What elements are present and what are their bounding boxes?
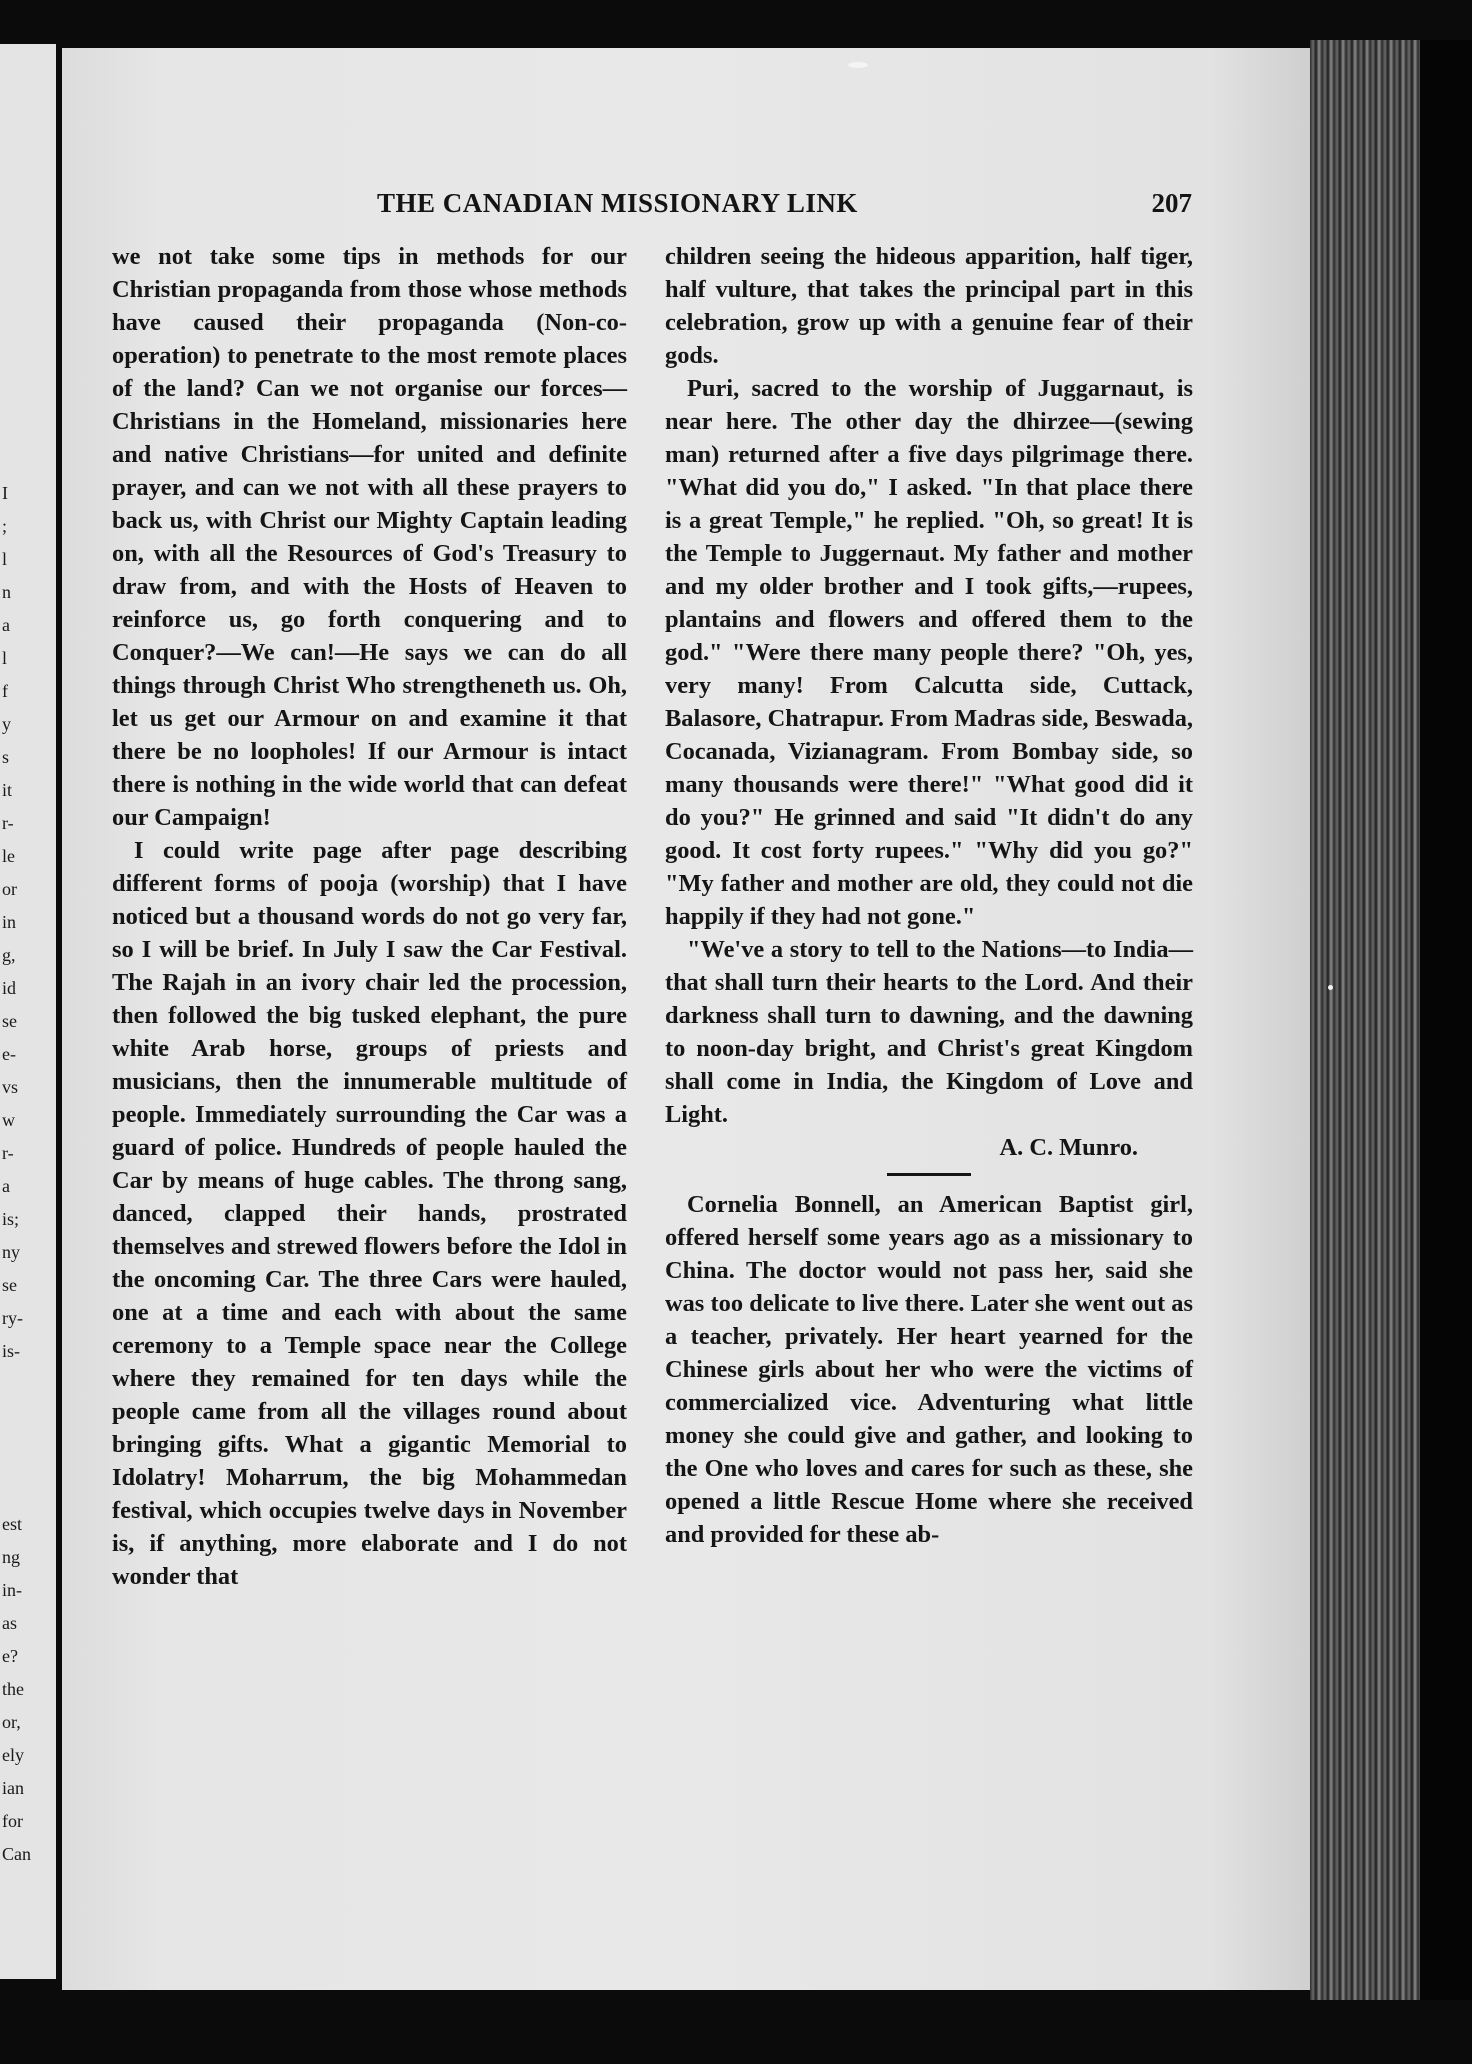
facing-page-fragment: ;	[2, 516, 8, 536]
facing-page-fragment: ely	[2, 1745, 24, 1765]
facing-page-fragment: for	[2, 1811, 23, 1831]
facing-page-fragment: ian	[2, 1778, 24, 1798]
facing-page-fragment: r-	[2, 813, 14, 833]
left-column	[112, 240, 627, 1593]
page-number: 207	[1151, 188, 1192, 218]
facing-page-fragment: is-	[2, 1341, 20, 1361]
facing-page-fragment: a	[2, 1176, 10, 1196]
journal-title: THE CANADIAN MISSIONARY LINK	[377, 188, 858, 218]
right-column	[665, 240, 1193, 1551]
right-paragraph-3: "We've a story to tell to the Nations—to India—that shall turn their hearts to the Lord. And their darkness shall turn to dawning, and the dawning to noon-day bright, and Christ's great Kingdom shall come in India, the Kingdom of Love and Light.	[665, 936, 1193, 1128]
facing-page-fragment: f	[2, 681, 8, 701]
running-header	[112, 188, 1192, 224]
facing-page-fragment: ry-	[2, 1308, 23, 1328]
facing-page-fragment: e-	[2, 1044, 16, 1064]
book-shadow	[1420, 40, 1472, 2000]
facing-page-fragment: a	[2, 615, 10, 635]
facing-page-fragment: in	[2, 912, 17, 932]
right-paragraph-4: Cornelia Bonnell, an American Baptist girl, offered herself some years ago as a missionary to China. The doctor would not pass her, said she was too delicate to live there. Later she went out as a teacher, privately. Her heart yearned for the Chinese girls about her who were the victims of commercialized vice. Adventuring what little money she could give and gather, and looking to the One who loves and cares for such as these, she opened a little Rescue Home where she received and provided for these ab-	[665, 1191, 1193, 1548]
facing-page-fragment: it	[2, 780, 13, 800]
left-paragraph-1: we not take some tips in methods for our Christian propaganda from those whose methods have caused their propaganda (Non-co-operation) to penetrate to the most remote places of the land? Can we not organise our forces—Christians in the Homeland, missionaries here and native Christians—for united and definite prayer, and can we not with all these prayers to back us, with Christ our Mighty Captain leading on, with all the Resources of God's Treasury to draw from, and with the Hosts of Heaven to reinforce us, go forth conquering and to Conquer?—We can!—He says we can do all things through Christ Who strengtheneth us. Oh, let us get our Armour on and examine it that there be no loopholes! If our Armour is intact there is nothing in the wide world that can defeat our Campaign!	[112, 243, 627, 831]
facing-page-fragment: or	[2, 879, 17, 899]
facing-page-fragment: est	[2, 1514, 22, 1534]
paper-speck	[1328, 985, 1333, 990]
facing-page-fragment: l	[2, 549, 8, 569]
facing-page-fragment: e?	[2, 1646, 18, 1666]
facing-page-fragment: se	[2, 1275, 17, 1295]
facing-page-fragment: in-	[2, 1580, 22, 1600]
facing-page-fragment: le	[2, 846, 15, 866]
facing-page-fragment: ny	[2, 1242, 20, 1262]
facing-page-fragment: or,	[2, 1712, 21, 1732]
facing-page-fragment: vs	[2, 1077, 19, 1097]
right-paragraph-1: children seeing the hideous apparition, half tiger, half vulture, that takes the principal part in this celebration, grow up with a genuine fear of their gods.	[665, 243, 1193, 369]
facing-page-fragment: w	[2, 1110, 15, 1130]
left-paragraph-2: I could write page after page describing different forms of pooja (worship) that I have noticed but a thousand words do not go very far, so I will be brief. In July I saw the Car Festival. The Rajah in an ivory chair led the procession, then followed the big tusked elephant, the pure white Arab horse, groups of priests and musicians, then the innumerable multitude of people. Immediately surrounding the Car was a guard of police. Hundreds of people hauled the Car by means of huge cables. The throng sang, danced, clapped their hands, prostrated themselves and strewed flowers before the Idol in the oncoming Car. The three Cars were hauled, one at a time and each with about the same ceremony to a Temple space near the College where they remained for ten days while the people came from all the villages round about bringing gifts. What a gigantic Memorial to Idolatry! Moharrum, the big Mohammedan festival, which occupies twelve days in November is, if anything, more elaborate and I do not wonder that	[112, 837, 627, 1590]
paper-speck	[848, 62, 868, 68]
facing-page-fragment: the	[2, 1679, 24, 1699]
facing-page-fragment: r-	[2, 1143, 14, 1163]
facing-page-fragment: n	[2, 582, 11, 602]
facing-page-fragment: g,	[2, 945, 16, 965]
facing-page-fragment: Can	[2, 1844, 31, 1864]
facing-page-fragment: s	[2, 747, 10, 767]
book-page-edges	[1310, 40, 1420, 2000]
facing-page-fragment: id	[2, 978, 17, 998]
facing-page-fragment: is;	[2, 1209, 20, 1229]
facing-page-edge	[0, 44, 56, 1979]
facing-page-fragment: se	[2, 1011, 17, 1031]
facing-page-fragment: ng	[2, 1547, 20, 1567]
facing-page-fragment: l	[2, 648, 8, 668]
right-paragraph-2: Puri, sacred to the worship of Juggarnaut, is near here. The other day the dhirzee—(sewing man) returned after a five days pilgrimage there. "What did you do," I asked. "In that place there is a great Temple," he replied. "Oh, so great! It is the Temple to Juggernaut. My father and mother and my older brother and I took gifts,—rupees, plantains and flowers and offered them to the god." "Were there many people there? "Oh, yes, very many! From Calcutta side, Cuttack, Balasore, Chatrapur. From Madras side, Beswada, Cocanada, Vizianagram. From Bombay side, so many thousands were there!" "What good did it do you?" He grinned and said "It didn't do any good. It cost forty rupees." "Why did you go?" "My father and mother are old, they could not die happily if they had not gone."	[665, 375, 1193, 930]
author-signature: A. C. Munro.	[999, 1134, 1138, 1161]
facing-page-fragment: as	[2, 1613, 17, 1633]
facing-page-fragment: y	[2, 714, 11, 734]
section-divider	[887, 1173, 971, 1176]
facing-page-fragment: I	[2, 483, 8, 503]
